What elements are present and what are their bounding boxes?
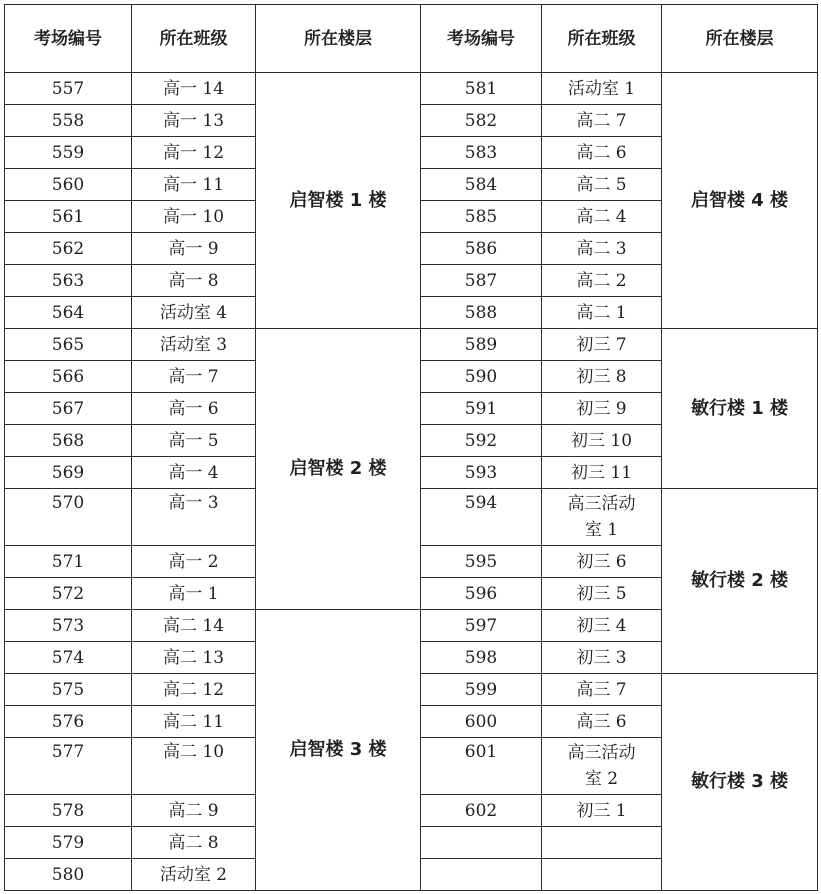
- room-id: 565: [5, 329, 132, 361]
- class-name: 高一 10: [132, 201, 256, 233]
- empty-cell: [542, 859, 662, 891]
- floor-cell: 启智楼 1 楼: [256, 73, 421, 329]
- class-name: 初三 7: [542, 329, 662, 361]
- room-id: 575: [5, 674, 132, 706]
- class-name: 高三 7: [542, 674, 662, 706]
- room-id: 561: [5, 201, 132, 233]
- class-name: 高二 10: [132, 738, 256, 795]
- header-class: 所在班级: [132, 5, 256, 73]
- class-name: 初三 3: [542, 642, 662, 674]
- table-row: [5, 73, 818, 105]
- class-name: 初三 1: [542, 795, 662, 827]
- room-id: 596: [421, 578, 542, 610]
- room-id: 589: [421, 329, 542, 361]
- class-name: 高二 7: [542, 105, 662, 137]
- class-name: 初三 9: [542, 393, 662, 425]
- class-name: 高一 12: [132, 137, 256, 169]
- class-name: 高二 8: [132, 827, 256, 859]
- room-id: 579: [5, 827, 132, 859]
- class-name: 高三活动室 1: [542, 489, 662, 546]
- floor-cell: 敏行楼 3 楼: [662, 674, 818, 891]
- class-name: 高二 1: [542, 297, 662, 329]
- class-name: 初三 4: [542, 610, 662, 642]
- class-name: 高二 12: [132, 674, 256, 706]
- class-name: 高三活动室 2: [542, 738, 662, 795]
- room-id: 569: [5, 457, 132, 489]
- room-id: 598: [421, 642, 542, 674]
- class-name: 初三 11: [542, 457, 662, 489]
- room-id: 566: [5, 361, 132, 393]
- header-room-id: 考场编号: [5, 5, 132, 73]
- room-id: 597: [421, 610, 542, 642]
- class-name: 高一 14: [132, 73, 256, 105]
- class-name: 高一 4: [132, 457, 256, 489]
- room-id: 567: [5, 393, 132, 425]
- header-row: [5, 5, 818, 73]
- class-name: 初三 10: [542, 425, 662, 457]
- room-id: 601: [421, 738, 542, 795]
- floor-cell: 敏行楼 1 楼: [662, 329, 818, 489]
- class-name: 高一 5: [132, 425, 256, 457]
- room-id: 583: [421, 137, 542, 169]
- class-name: 高一 3: [132, 489, 256, 546]
- room-id: 572: [5, 578, 132, 610]
- room-id: 559: [5, 137, 132, 169]
- room-id: 576: [5, 706, 132, 738]
- floor-cell: 启智楼 4 楼: [662, 73, 818, 329]
- class-name: 高一 6: [132, 393, 256, 425]
- class-name: 初三 6: [542, 546, 662, 578]
- class-name: 活动室 1: [542, 73, 662, 105]
- room-id: 577: [5, 738, 132, 795]
- room-id: 590: [421, 361, 542, 393]
- class-name: 高二 14: [132, 610, 256, 642]
- room-id: 585: [421, 201, 542, 233]
- room-id: 588: [421, 297, 542, 329]
- empty-cell: [542, 827, 662, 859]
- floor-cell: 启智楼 2 楼: [256, 329, 421, 610]
- class-name: 活动室 3: [132, 329, 256, 361]
- exam-room-table: [4, 4, 818, 891]
- room-id: 580: [5, 859, 132, 891]
- room-id: 593: [421, 457, 542, 489]
- class-name: 高一 13: [132, 105, 256, 137]
- class-name: 高一 8: [132, 265, 256, 297]
- class-name: 活动室 4: [132, 297, 256, 329]
- room-id: 584: [421, 169, 542, 201]
- room-id: 586: [421, 233, 542, 265]
- room-id: 571: [5, 546, 132, 578]
- room-id: 557: [5, 73, 132, 105]
- class-name: 高二 9: [132, 795, 256, 827]
- room-id: 562: [5, 233, 132, 265]
- room-id: 573: [5, 610, 132, 642]
- room-id: 578: [5, 795, 132, 827]
- room-id: 595: [421, 546, 542, 578]
- room-id: 599: [421, 674, 542, 706]
- empty-cell: [421, 859, 542, 891]
- room-id: 560: [5, 169, 132, 201]
- class-name: 高一 9: [132, 233, 256, 265]
- room-id: 594: [421, 489, 542, 546]
- class-name: 高二 11: [132, 706, 256, 738]
- class-name: 初三 8: [542, 361, 662, 393]
- class-name: 高二 2: [542, 265, 662, 297]
- header-floor: 所在楼层: [256, 5, 421, 73]
- class-name: 高三 6: [542, 706, 662, 738]
- class-name: 高一 7: [132, 361, 256, 393]
- header-floor: 所在楼层: [662, 5, 818, 73]
- room-id: 592: [421, 425, 542, 457]
- table-row: [5, 329, 818, 361]
- class-name: 高一 11: [132, 169, 256, 201]
- room-id: 602: [421, 795, 542, 827]
- class-name: 高二 13: [132, 642, 256, 674]
- room-id: 558: [5, 105, 132, 137]
- header-room-id: 考场编号: [421, 5, 542, 73]
- class-name: 高二 6: [542, 137, 662, 169]
- class-name: 高一 2: [132, 546, 256, 578]
- floor-cell: 启智楼 3 楼: [256, 610, 421, 891]
- room-id: 591: [421, 393, 542, 425]
- class-name: 高二 4: [542, 201, 662, 233]
- room-id: 574: [5, 642, 132, 674]
- class-name: 高二 3: [542, 233, 662, 265]
- class-name: 高一 1: [132, 578, 256, 610]
- room-id: 563: [5, 265, 132, 297]
- class-name: 活动室 2: [132, 859, 256, 891]
- room-id: 570: [5, 489, 132, 546]
- room-id: 581: [421, 73, 542, 105]
- room-id: 564: [5, 297, 132, 329]
- class-name: 高二 5: [542, 169, 662, 201]
- room-id: 600: [421, 706, 542, 738]
- floor-cell: 敏行楼 2 楼: [662, 489, 818, 674]
- room-id: 568: [5, 425, 132, 457]
- room-id: 587: [421, 265, 542, 297]
- header-class: 所在班级: [542, 5, 662, 73]
- room-id: 582: [421, 105, 542, 137]
- class-name: 初三 5: [542, 578, 662, 610]
- empty-cell: [421, 827, 542, 859]
